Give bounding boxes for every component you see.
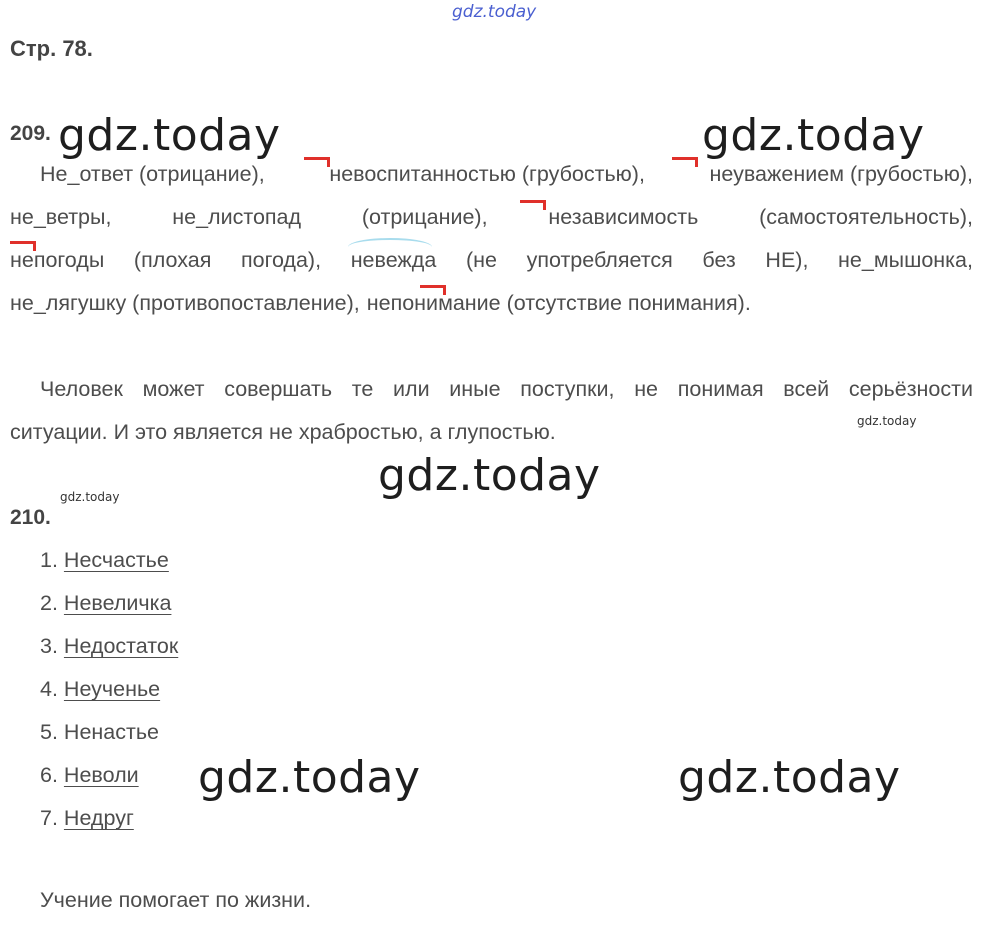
list-item: [40, 720, 159, 745]
list-item-word: Неволи: [63, 763, 139, 787]
task-209-conclusion-line: [10, 420, 973, 445]
task-209-number: 209.: [10, 122, 51, 145]
watermark-small-2: gdz.today: [60, 490, 120, 504]
watermark-small-1: gdz.today: [857, 414, 917, 428]
page-number: Стр. 78.: [10, 36, 93, 61]
text-segment: всей: [783, 377, 830, 401]
text-segment: может: [142, 377, 205, 401]
text-segment: непонимание (отсутствие понимания).: [366, 291, 751, 315]
text-segment: непогоды: [10, 248, 105, 272]
list-item-word: Неученье: [63, 677, 161, 701]
text-segment: не_лягушку (противопоставление),: [10, 291, 360, 315]
list-item-word: Недостаток: [63, 634, 179, 658]
text-segment: (самостоятельность),: [759, 205, 973, 229]
text-segment: невоспитанностью (грубостью),: [329, 162, 645, 186]
text-segment: серьёзности: [848, 377, 973, 401]
list-item: [40, 634, 178, 659]
task-209-line: [40, 162, 973, 187]
list-item-number: 2.: [40, 591, 58, 615]
watermark-big-3: gdz.today: [378, 450, 601, 501]
list-item-number: 5.: [40, 720, 58, 744]
text-segment: (не: [465, 248, 497, 272]
list-item-number: 4.: [40, 677, 58, 701]
text-segment: НЕ),: [765, 248, 809, 272]
list-item-number: 7.: [40, 806, 58, 830]
list-item: [40, 548, 169, 573]
text-segment: понимая: [677, 377, 764, 401]
watermark-big-5: gdz.today: [678, 752, 901, 803]
list-item: [40, 806, 134, 831]
watermark-big-1: gdz.today: [58, 110, 281, 161]
list-item-word: Несчастье: [63, 548, 169, 572]
text-segment: невежда: [350, 248, 437, 272]
list-item-word: Недруг: [63, 806, 134, 830]
task-209-line: [10, 205, 973, 230]
task-209-conclusion-line: [40, 377, 973, 402]
list-item-number: 1.: [40, 548, 58, 572]
list-item-number: 6.: [40, 763, 58, 787]
list-item-word: Ненастье: [63, 720, 159, 744]
text-segment: не_мышонка,: [838, 248, 973, 272]
text-segment: употребляется: [526, 248, 673, 272]
task-209-line: [10, 248, 973, 273]
text-segment: не_листопад: [172, 205, 302, 229]
text-segment: совершать: [224, 377, 333, 401]
list-item-number: 3.: [40, 634, 58, 658]
text-segment: погода),: [240, 248, 322, 272]
text-segment: те: [351, 377, 374, 401]
list-item: [40, 591, 171, 616]
text-segment: Человек: [40, 377, 123, 401]
task-209-line: [10, 291, 973, 316]
text-segment: не: [634, 377, 659, 401]
list-item: [40, 763, 139, 788]
text-segment: иные: [449, 377, 501, 401]
watermark-big-2: gdz.today: [702, 110, 925, 161]
watermark-top: gdz.today: [452, 2, 537, 22]
text-segment: ситуации. И это является не храбростью, а глупостью.: [10, 420, 556, 444]
task-210-number: 210.: [10, 506, 51, 529]
watermark-big-4: gdz.today: [198, 752, 421, 803]
text-segment: Не_ответ (отрицание),: [40, 162, 265, 186]
text-segment: поступки,: [520, 377, 615, 401]
text-segment: без: [702, 248, 736, 272]
text-segment: (отрицание),: [361, 205, 488, 229]
list-item-word: Невеличка: [63, 591, 172, 615]
task-210-conclusion: Учение помогает по жизни.: [40, 888, 312, 912]
text-segment: не_ветры,: [10, 205, 112, 229]
text-segment: неуважением (грубостью),: [709, 162, 973, 186]
list-item: [40, 677, 160, 702]
text-segment: или: [393, 377, 430, 401]
text-segment: (плохая: [133, 248, 212, 272]
text-segment: независимость: [548, 205, 699, 229]
